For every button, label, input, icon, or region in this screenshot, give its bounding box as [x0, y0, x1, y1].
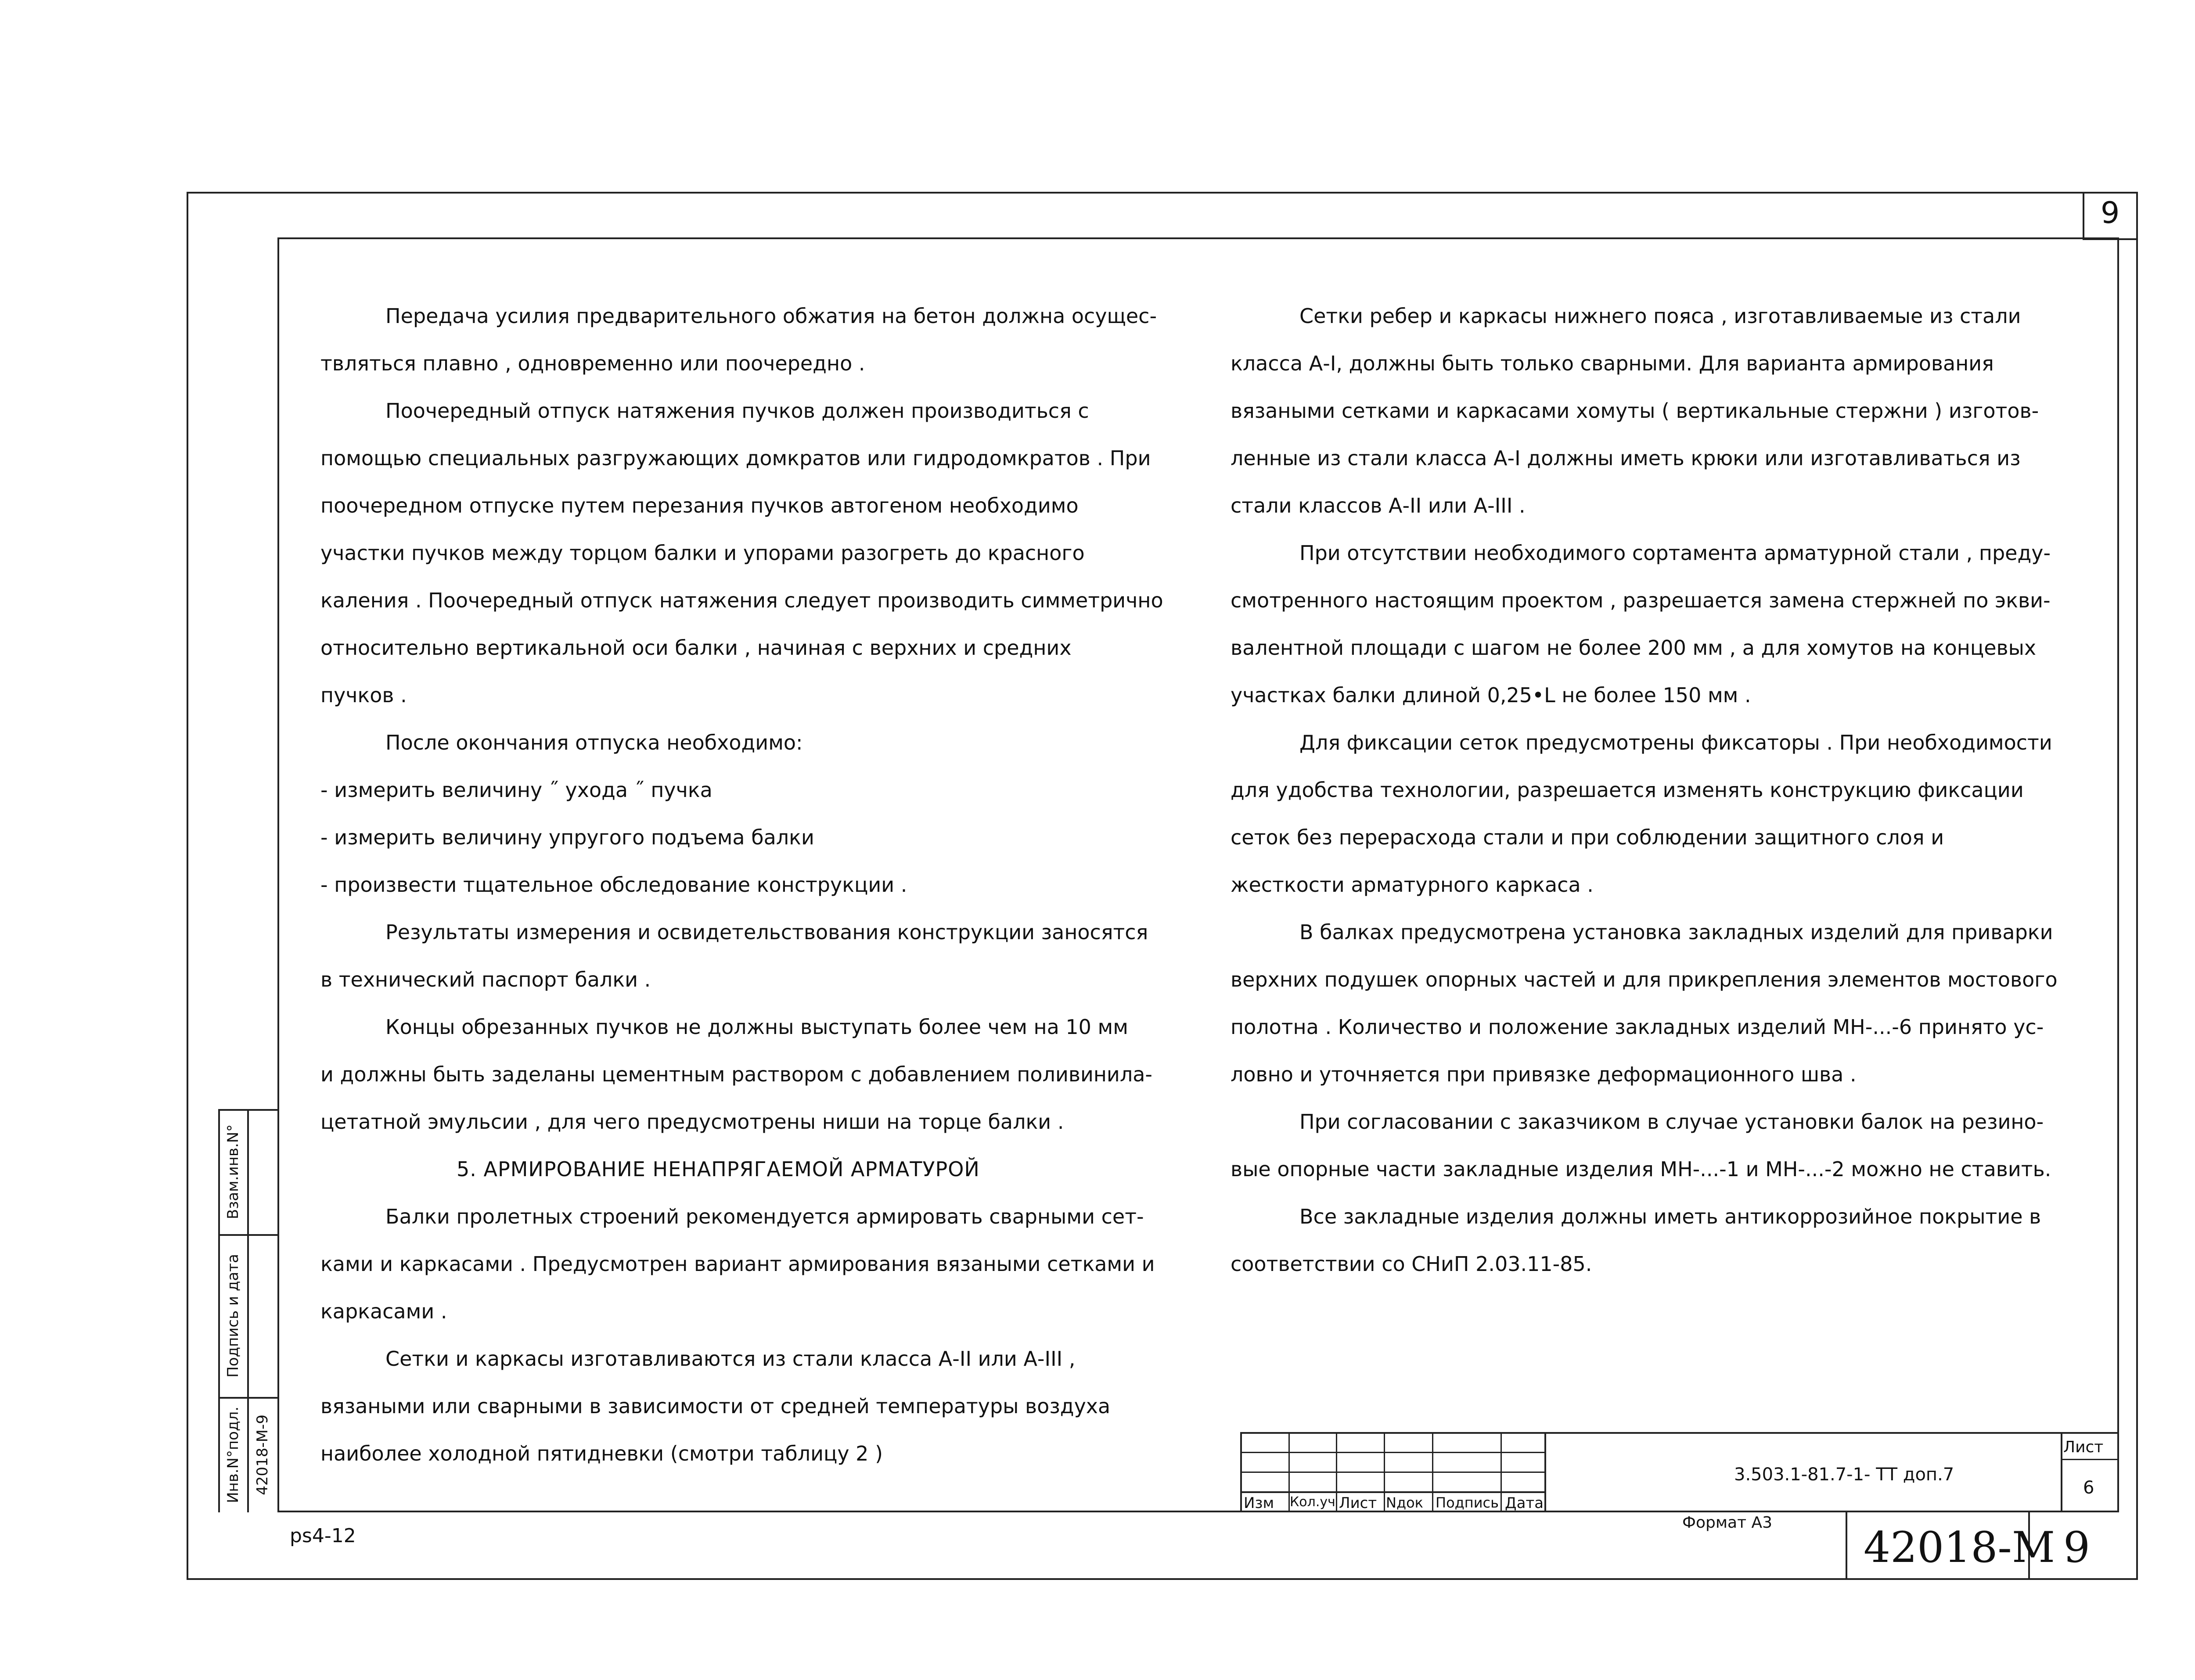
tb-col-6 — [1544, 1432, 1546, 1512]
text-line: каления . Поочередный отпуск натяжения следует производить симметрично — [320, 589, 1163, 612]
text-line: поочередном отпуске путем перезания пучков автогеном необходимо — [320, 494, 1079, 517]
text-line: вые опорные части закладные изделия МН-...-1 и МН-...-2 можно не ставить. — [1231, 1157, 2051, 1181]
text-line: После окончания отпуска необходимо: — [385, 731, 803, 754]
tb-col-label: Подпись — [1436, 1494, 1499, 1511]
text-line: Сетки и каркасы изготавливаются из стали класса А-II или А-III , — [385, 1347, 1076, 1371]
format-label: Формат А3 — [1682, 1514, 1773, 1532]
text-line: Все закладные изделия должны иметь антикоррозийное покрытие в — [1299, 1205, 2041, 1228]
tb-col-label: Лист — [1339, 1494, 1377, 1512]
tb-col-label: Дата — [1505, 1494, 1544, 1512]
text-line: - произвести тщательное обследование конструкции . — [320, 873, 907, 897]
side-stamp-line-1 — [218, 1109, 220, 1512]
document-designation: 3.503.1-81.7-1- ТТ доп.7 — [1734, 1465, 1954, 1485]
text-line: верхних подушек опорных частей и для прикрепления элементов мостового — [1231, 968, 2058, 991]
footer-left-code: ps4-12 — [290, 1525, 356, 1547]
sheet-label: Лист — [2063, 1438, 2104, 1456]
inv-podl-value: 42018-М-9 — [254, 1414, 271, 1495]
text-line: валентной площади с шагом не более 200 мм , а для хомутов на концевых — [1231, 636, 2037, 660]
text-line: цетатной эмульсии , для чего предусмотрены ниши на торце балки . — [320, 1110, 1064, 1134]
text-line: вязаными сетками и каркасами хомуты ( вертикальные стержни ) изготов- — [1231, 399, 2039, 423]
text-line: участки пучков между торцом балки и упорами разогреть до красного — [320, 541, 1085, 565]
footer-page-number: 9 — [2063, 1523, 2091, 1572]
text-line: помощью специальных разгружающих домкратов или гидродомкратов . При — [320, 446, 1151, 470]
inv-podl-label: Инв.N°подл. — [224, 1406, 242, 1504]
side-stamp-divider-2 — [218, 1397, 278, 1399]
tb-row-line-3 — [1240, 1491, 1545, 1493]
text-line: Балки пролетных строений рекомендуется армировать сварными сет- — [385, 1205, 1144, 1228]
tb-col-label: Кол.уч — [1290, 1494, 1335, 1510]
sheet-number: 6 — [2083, 1478, 2094, 1498]
text-line: Результаты измерения и освидетельствования конструкции заносятся — [385, 920, 1148, 944]
text-line: твляться плавно , одновременно или поочередно . — [320, 352, 865, 375]
text-line: В балках предусмотрена установка закладных изделий для приварки — [1299, 920, 2053, 944]
text-line: участках балки длиной 0,25•L не более 150 мм . — [1231, 683, 1751, 707]
album-code: 42018-М — [1864, 1523, 2055, 1572]
text-line: относительно вертикальной оси балки , начиная с верхних и средних — [320, 636, 1072, 660]
side-stamp-divider-1 — [218, 1234, 278, 1236]
tb-col-4 — [1432, 1432, 1433, 1512]
tb-col-label: Nдок — [1386, 1494, 1423, 1511]
album-box-left — [1846, 1512, 1847, 1580]
podpis-data-label: Подпись и дата — [224, 1254, 242, 1378]
text-line: Для фиксации сеток предусмотрены фиксаторы . При необходимости — [1299, 731, 2052, 754]
text-line: - измерить величину упругого подъема балки — [320, 826, 814, 849]
text-line: и должны быть заделаны цементным раствором с добавлением поливинила- — [320, 1063, 1153, 1086]
side-stamp-top — [218, 1109, 278, 1111]
tb-top-line — [1240, 1432, 2119, 1434]
side-stamp-line-2 — [247, 1109, 249, 1512]
text-line: Поочередный отпуск натяжения пучков должен производиться с — [385, 399, 1089, 423]
tb-row-line-2 — [1240, 1472, 1545, 1473]
text-line: жесткости арматурного каркаса . — [1231, 873, 1594, 897]
text-line: сеток без перерасхода стали и при соблюдении защитного слоя и — [1231, 826, 1944, 849]
text-line: стали классов А-II или А-III . — [1231, 494, 1526, 517]
tb-row-line-1 — [1240, 1452, 1545, 1453]
text-line: соответствии со СНиП 2.03.11-85. — [1231, 1252, 1592, 1276]
text-line: для удобства технологии, разрешается изменять конструкцию фиксации — [1231, 778, 2024, 802]
tb-col-label: Изм — [1244, 1494, 1274, 1512]
text-line: полотна . Количество и положение закладных изделий МН-...-6 принято ус- — [1231, 1015, 2044, 1039]
vzam-inv-label: Взам.инв.N° — [224, 1124, 242, 1220]
text-line: наиболее холодной пятидневки (смотри таблицу 2 ) — [320, 1442, 883, 1465]
text-line: - измерить величину ˝ ухода ˝ пучка — [320, 778, 712, 802]
tb-sheet-line — [2061, 1459, 2119, 1460]
text-line: При отсутствии необходимого сортамента арматурной стали , преду- — [1299, 541, 2051, 565]
tb-col-5 — [1501, 1432, 1502, 1512]
text-line: ленные из стали класса А-I должны иметь крюки или изготавливаться из — [1231, 446, 2021, 470]
text-line: При согласовании с заказчиком в случае установки балок на резино- — [1299, 1110, 2044, 1134]
section-heading: 5. АРМИРОВАНИЕ НЕНАПРЯГАЕМОЙ АРМАТУРОЙ — [457, 1157, 980, 1181]
tb-sheet-sep — [2061, 1432, 2062, 1512]
text-line: Концы обрезанных пучков не должны выступать более чем на 10 мм — [385, 1015, 1128, 1039]
text-line: Сетки ребер и каркасы нижнего пояса , изготавливаемые из стали — [1299, 304, 2021, 328]
tb-col-3 — [1384, 1432, 1385, 1512]
text-line: ками и каркасами . Предусмотрен вариант армирования вязаными сетками и — [320, 1252, 1155, 1276]
text-line: пучков . — [320, 683, 407, 707]
corner-page-number: 9 — [2101, 196, 2120, 230]
tb-left-edge — [1240, 1432, 1242, 1512]
tb-col-2 — [1336, 1432, 1337, 1512]
text-line: ловно и уточняется при привязке деформационного шва . — [1231, 1063, 1857, 1086]
text-line: класса А-I, должны быть только сварными. Для варианта армирования — [1231, 352, 1994, 375]
text-line: смотренного настоящим проектом , разрешается замена стержней по экви- — [1231, 589, 2051, 612]
text-line: вязаными или сварными в зависимости от средней температуры воздуха — [320, 1394, 1111, 1418]
text-line: Передача усилия предварительного обжатия на бетон должна осущес- — [385, 304, 1157, 328]
text-line: в технический паспорт балки . — [320, 968, 651, 991]
text-line: каркасами . — [320, 1299, 447, 1323]
